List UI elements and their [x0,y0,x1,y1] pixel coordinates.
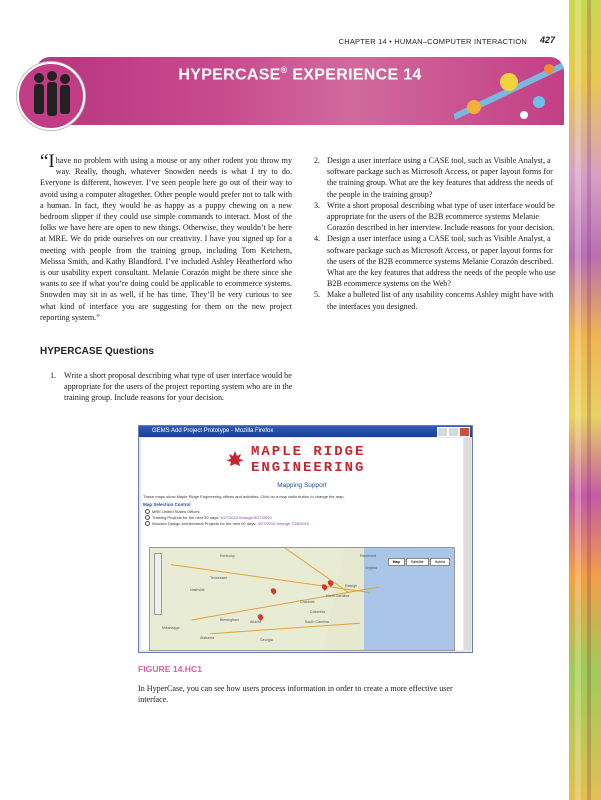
map-label: Mississippi [162,626,180,630]
chapter-title: CHAPTER 14 • HUMAN–COMPUTER INTERACTION [338,37,527,46]
map-pin-icon[interactable] [270,587,278,595]
interview-quote [40,151,292,323]
quote-text: have no problem with using a mouse or any other rodent you throw my way. Really, though, whatever Snowden needs is what I try to do. Everyone is different, however. I’ve seen people here go out of their way to avoid using a computer altogether. Other people would prefer not to talk with a human. In fact, they would be as happy as a puppy chewing on a new bedroom slipper if they could use simple commands to interact. Most of the folks we have here are open to new things. Otherwise, they wouldn’t be here at MRE. We do pride ourselves on our creativity. I have you signed up for a meeting with people from the training group, including Tom Ketchem, Melissa Smith, and Kathy Blandford. I’ve included Ashley Heatherford who is our usability expert consultant. Melanie Corazón might be there since she wants to see if what you’re doing could be applicable to ecommerce systems. Snowden may sit in as well, if he has time. They’ll be very curious to see what kind of interface you are suggesting for them on the new project reporting system.” [40,156,292,322]
window-title-bar: GEMS Add Project Prototype - Mozilla Firefox [139,426,472,437]
map-label: South Carolina [305,620,329,624]
banner-decoration-icon [454,57,564,125]
list-item: 2. Design a user interface using a CASE tool, such as Visible Analyst, a software package such as Microsoft Access, or paper layout forms for the training group. What are the key features that address the needs of the people in the training group? [314,156,554,199]
questions-heading: HYPERCASE Questions [40,346,154,357]
map-intro-text: These maps show Maple Ridge Engineering offices and activities. Click on a map radio button to change the map. [143,494,345,499]
tab-map[interactable]: Map [388,558,405,566]
page-number: 427 [539,35,555,45]
map-label: Richmond [360,554,377,558]
map-pin-icon[interactable] [321,583,329,591]
map-label: Charlotte [300,600,315,604]
drop-cap: “I [40,151,55,172]
close-icon[interactable] [459,427,470,437]
list-item: 5. Make a bulleted list of any usability concerns Ashley might have with the interfaces you designed. [314,290,554,311]
question-list-right [314,155,562,312]
minimize-icon[interactable] [437,427,448,437]
tab-hybrid[interactable]: Hybrid [430,558,450,566]
map-label: Tennessee [210,576,228,580]
map-label: North Carolina [326,594,350,598]
list-item: 3. Write a short proposal describing what type of user interface would be appropriate for the users of the B2B ecommerce systems Melanie Corazón described in her interview. Include reasons for your decision. [314,200,555,233]
tab-satellite[interactable]: Satellite [406,558,429,566]
map-selection-heading: Map Selection Control [143,502,191,507]
map-label: Kentucky [220,554,235,558]
map-label: Birmingham [220,618,240,622]
decorative-color-strip [569,0,601,800]
list-item: 4. Design a user interface using a CASE tool, such as Visible Analyst, a software package such as Microsoft Access, or paper layout forms for the users of the B2B ecommerce systems Melanie Corazón described. What are the key features that address the needs of the people who use B2B ecommerce systems on the Web? [314,234,556,289]
figure-caption: In HyperCase, you can see how users process information in order to create a more effective user interface. [138,684,453,705]
map-radio-training[interactable]: Training Projects for the next 30 days: 4/27/2010 through 5/27/2010 [145,515,272,520]
figure-screenshot [138,425,473,653]
question-list-left [40,370,300,404]
google-map[interactable] [149,547,455,651]
list-item: 1. Write a short proposal describing what type of user interface would be appropriate for the users of the project reporting system who are in the training group. Include reasons for your decision. [50,371,293,403]
browser-content [141,438,463,650]
figure-caption-heading: FIGURE 14.HC1 [138,664,202,674]
map-label: Columbia [310,610,326,614]
map-label: Raleigh [345,584,358,588]
map-label: Virginia [365,566,377,570]
mapping-support-title: Mapping Support [277,482,327,489]
people-silhouette-icon [17,62,85,130]
maple-leaf-icon [225,450,245,470]
maximize-icon[interactable] [448,427,459,437]
scrollbar[interactable] [464,438,471,650]
map-label: Georgia [260,638,273,642]
map-label: Nashville [190,588,205,592]
hypercase-banner [36,57,564,125]
map-label: Alabama [200,636,215,640]
map-zoom-control[interactable] [154,553,162,615]
company-logo: MAPLE RIDGE ENGINEERING [221,442,391,478]
map-radio-wooden[interactable]: Wooden Design Architectural Projects for the next 90 days: 4/27/2010 through 7/26/2010 [145,521,309,526]
banner-title: HYPERCASE® EXPERIENCE 14 [178,65,422,84]
map-type-tabs [387,550,450,568]
map-radio-offices[interactable]: MRE United States Offices [145,509,200,514]
map-label: Atlanta [250,620,262,624]
